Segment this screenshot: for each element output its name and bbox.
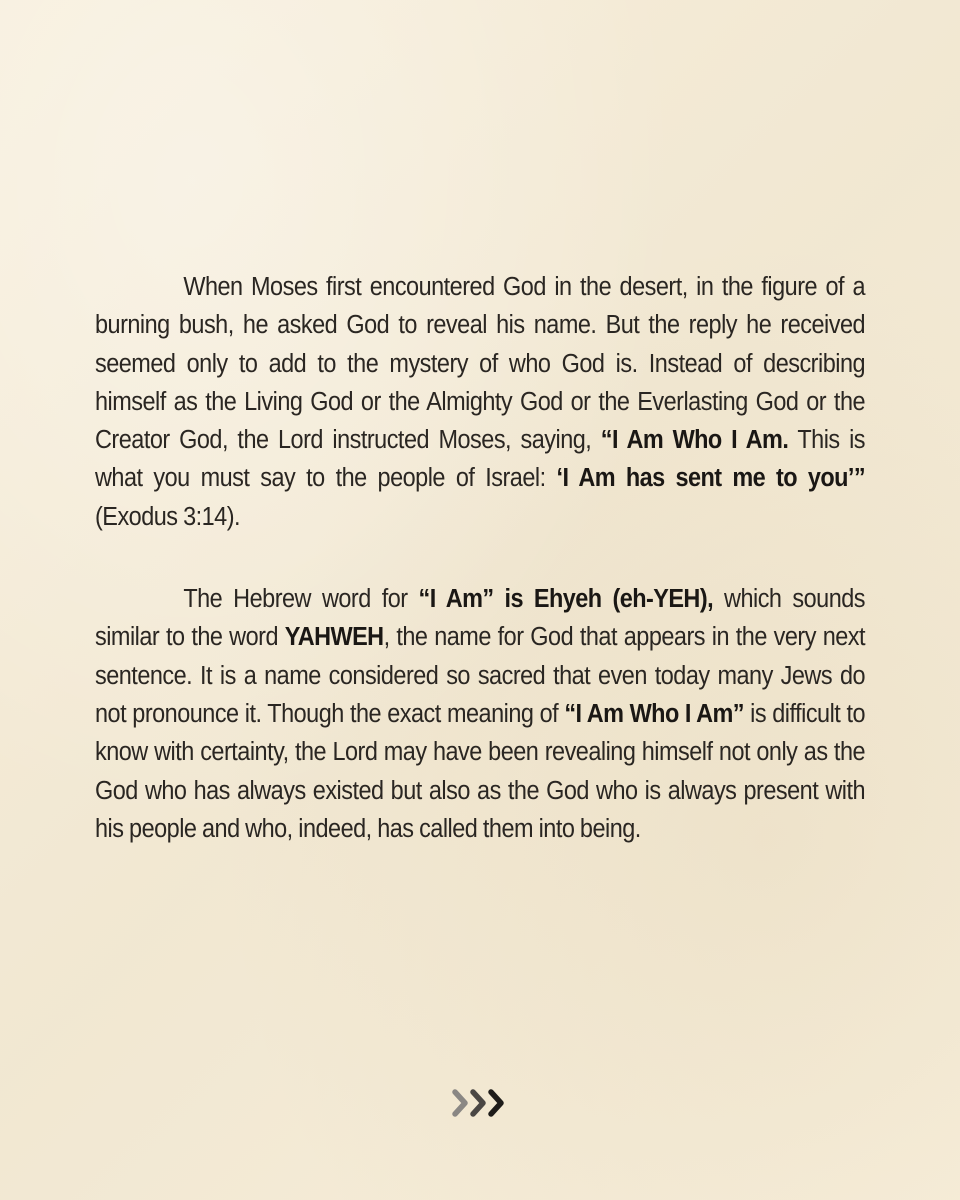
paragraph-2-text: is difficult to know with certainty, the Lord may have been revealing himself not only as the God who has always existed but also as the God who is always present with his people and who, indeed, has called them into being. [95,699,866,843]
chevron-3 [491,1092,501,1114]
paragraph-1-text: When Moses first encountered God in the desert, in the figure of a burning bush, he asked God to reveal his name. But the reply he received seemed only to add to the mystery of who God is. Instead of describing himself as the Living God or the Almighty God or the Everlasting God or the Creator God, the Lord instructed Moses, saying, [95,273,866,455]
quote-i-am-who-i-am: “I Am Who I Am. [600,426,789,455]
paragraph-2 [95,580,865,848]
term-ehyeh: “I Am” is Ehyeh (eh-YEH), [418,585,714,614]
paragraph-2-text: The Hebrew word for [183,585,419,614]
chevron-2 [473,1092,483,1114]
body-text [95,268,865,892]
scripture-reference: (Exodus 3:14). [95,502,241,531]
paragraph-2-text: , the name for God that appears in the very next sentence. It is a name considered so sacred that even today many Jews do not pronounce it. Though the exact meaning of [95,623,866,728]
paragraph-1 [95,268,865,536]
quote-i-am-who-i-am-2: “I Am Who I Am” [564,699,744,728]
triple-chevron-right-icon[interactable] [449,1086,513,1120]
chevron-1 [455,1092,465,1114]
paragraph-1-text: This is what you must say to the people of Israel: [95,426,866,493]
paragraph-2-text: which sounds similar to the word [95,585,866,652]
quote-i-am-has-sent-me: ‘I Am has sent me to you’” [556,464,866,493]
term-yahweh: YAHWEH [284,623,384,652]
